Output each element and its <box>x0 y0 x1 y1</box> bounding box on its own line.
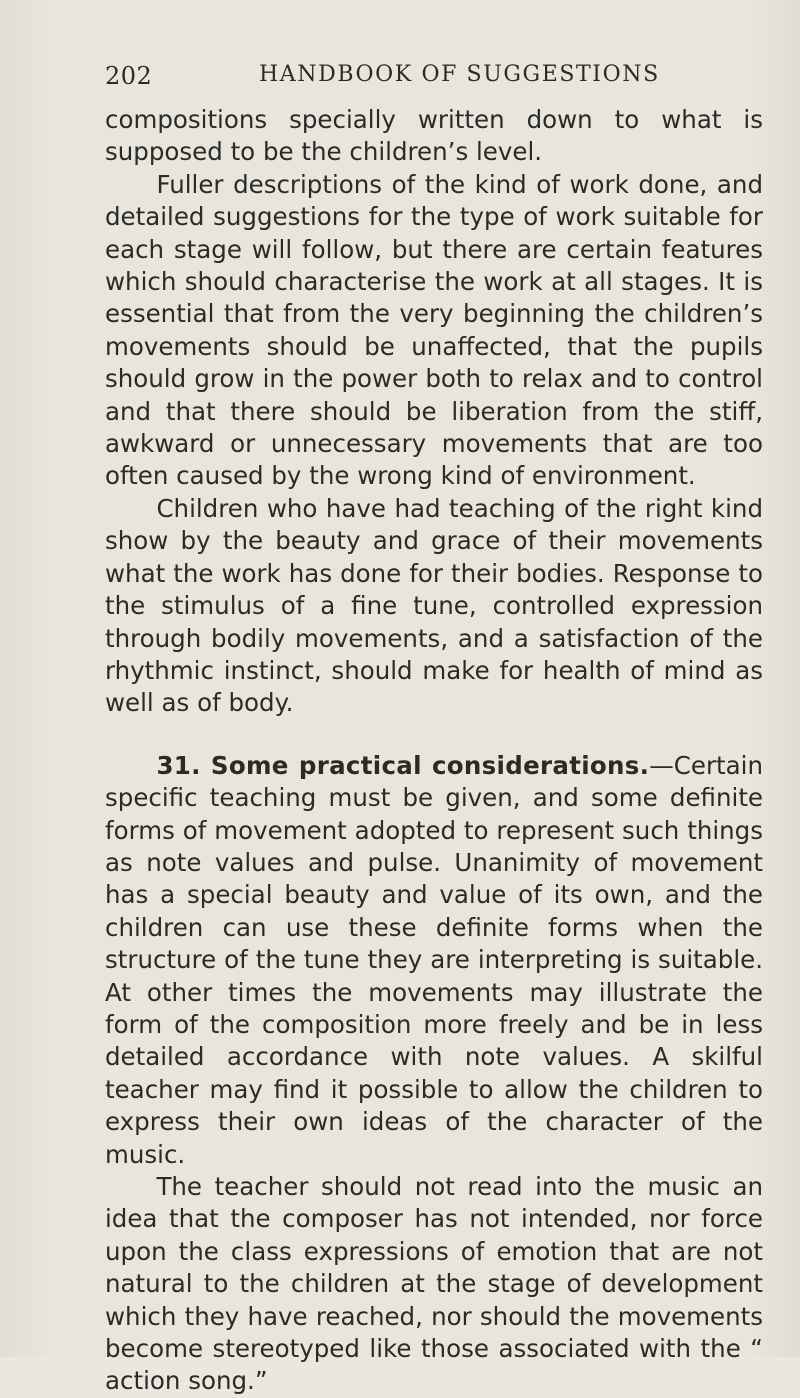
running-head <box>105 62 705 92</box>
paragraph: The teacher should not read into the music an idea that the composer has not intended, nor force upon the class expressions of emotion that are not natural to the children at the stage of development which they have reached, nor should the movements become stereotyped like those associated with the “ action song.” <box>105 1172 763 1396</box>
running-head-title: HANDBOOK OF SUGGESTIONS <box>259 62 660 87</box>
paragraph: Children who have had teaching of the right kind show by the beauty and grace of their movements what the work has done for their bodies. Response to the stimulus of a fine tune, controlled expression through bodily movements, and a satisfaction of the rhythmic instinct, should make for health of mind as well as of body. <box>105 493 763 718</box>
section-heading: 31. Some practical considerations. <box>156 750 650 780</box>
paragraph: Fuller descriptions of the kind of work done, and detailed suggestions for the type of work suitable for each stage will follow, but there are certain features which should characterise the work at all stages. It is essential that from the very beginning the children’s movements should be unaffected, that the pupils should grow in the power both to relax and to control and that there should be liberation from the stiff, awkward or unnecessary movements that are too often caused by the wrong kind of environment. <box>105 169 763 491</box>
paragraph-continuation: compositions specially written down to what is supposed to be the children’s level. <box>105 105 763 167</box>
section-paragraph <box>105 750 763 1171</box>
section-text: —Certain specific teaching must be given, and some definite forms of movement adopted to represent such things as note values and pulse. Unanimity of movement has a special beauty and value of its own, and the children can use these definite forms when the structure of the tune they are interpreting is suitable. At other times the movements may illustrate the form of the composition more freely and be in less detailed accordance with note values. A skilful teacher may find it possible to allow the children to express their own ideas of the character of the music. <box>105 750 763 1169</box>
page-number: 202 <box>105 62 153 90</box>
body-text <box>105 104 763 1398</box>
